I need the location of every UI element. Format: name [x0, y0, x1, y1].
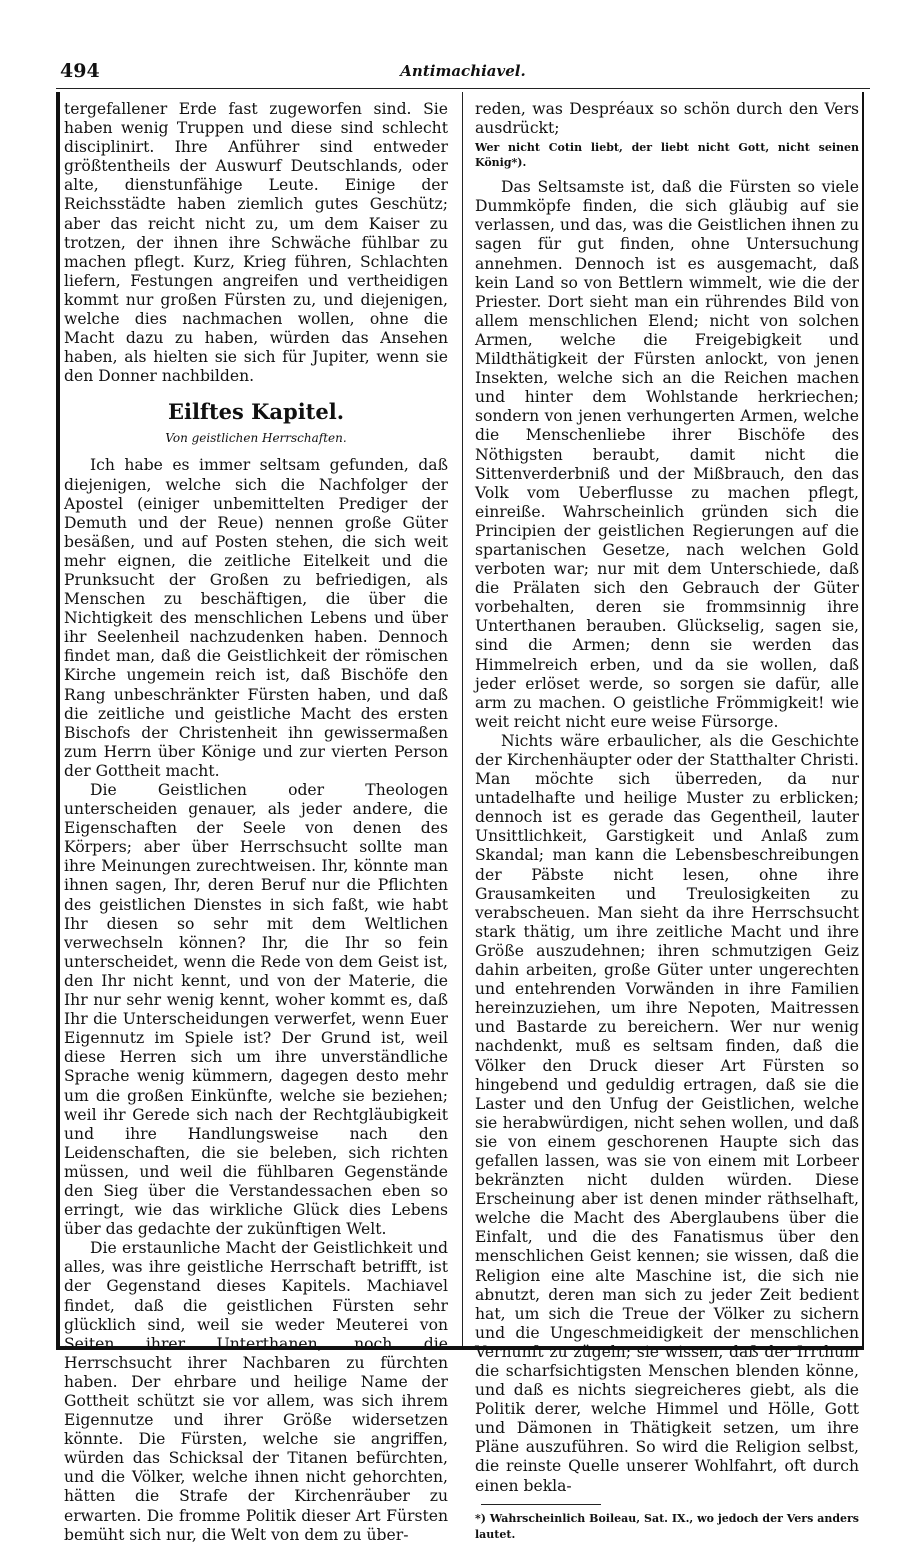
verse-quote: Wer nicht Cotin liebt, der liebt nicht Gott, nicht seinen König*).: [475, 141, 859, 170]
left-column: [64, 100, 448, 1544]
right-paragraph-3: Nichts wäre erbaulicher, als die Geschichte der Kirchenhäupter oder der Statthalter Christi. Man möchte sich überreden, da nur untadelhafte und heilige Muster zu erblicken; dennoch ist es gerade das Gegentheil, lauter Unsittlichkeit, Garstigkeit und Anlaß zum Skandal; man kann die Lebensbeschreibungen der Päbste nicht lesen, ohne ihre Grausamkeiten und Treulosigkeiten zu verabscheuen. Man sieht da ihre Herrschsucht stark thätig, um ihre zeitliche Macht und ihre Größe auszudehnen; ihren schmutzigen Geiz dahin arbeiten, große Güter unter ungerechten und entehrenden Vorwänden in ihre Familien hereinzuziehen, um ihre Nepoten, Maitressen und Bastarde zu bereichern. Wer nur wenig nachdenkt, muß es seltsam finden, daß die Völker den Druck dieser Art Fürsten so hingebend und geduldig ertragen, daß sie die Laster und den Unfug der Geistlichen, welche sie herabwürdigen, nicht sehen wollen, und daß sie von einem geschorenen Haupte sich das gefallen lassen, was sie von einem mit Lorbeer bekränzten nicht dulden würden. Diese Erscheinung aber ist denen minder räthselhaft, welche die Macht des Aberglaubens über die Einfalt, und die des Fanatismus über den menschlichen Geist kennen; sie wissen, daß die Religion eine alte Maschine ist, die sich nie abnutzt, deren man sich zu jeder Zeit bedient hat, um sich die Treue der Völker zu sichern und die Ungeschmeidigkeit der menschlichen Vernunft zu zügeln; sie wissen, daß der Irrthum die scharfsichtigsten Menschen blenden könne, und daß es nichts siegreicheres giebt, als die Politik derer, welche Himmel und Hölle, Gott und Dämonen in Thätigkeit setzen, um ihre Pläne auszuführen. So wird die Religion selbst, die reinste Quelle unserer Wohlfahrt, oft durch einen bekla-: [475, 731, 859, 1495]
left-paragraph-3: Die Geistlichen oder Theologen unterscheiden genauer, als jeder andere, die Eigenschaften der Seele von denen des Körpers; aber über Herrschsucht sollte man ihre Meinungen zurechtweisen. Ihr, könnte man ihnen sagen, Ihr, deren Beruf nur die Pflichten des geistlichen Dienstes in sich faßt, wie habt Ihr diesen so sehr mit dem Weltlichen verwechseln können? Ihr, die Ihr so fein unterscheidet, wenn die Rede von dem Geist ist, den Ihr nicht kennt, und von der Materie, die Ihr nur sehr wenig kennt, woher kommt es, daß Ihr die Unterscheidungen verwerfet, wenn Euer Eigennutz im Spiele ist? Der Grund ist, weil diese Herren sich um ihre unverständliche Sprache wenig kümmern, dagegen desto mehr um die großen Einkünfte, welche sie beziehen; weil ihr Gerede sich nach der Rechtgläubigkeit und ihre Handlungsweise nach den Leidenschaften, die sie beleben, sich richten müssen, und weil die fühlbaren Gegenstände den Sieg über die Verstandessachen eben so erringt, wie das wirkliche Glück dies Lebens über das gedachte der zukünftigen Welt.: [64, 781, 448, 1239]
column-divider: [462, 92, 463, 1346]
right-paragraph-2: Das Seltsamste ist, daß die Fürsten so viele Dummköpfe finden, die sich gläubig auf sie verlassen, und das, was die Geistlichen ihnen zu sagen für gut finden, ohne Untersuchung annehmen. Dennoch ist es ausgemacht, daß kein Land so von Bettlern wimmelt, wie die der Priester. Dort sieht man ein rührendes Bild von allem menschlichen Elend; nicht von solchen Armen, welche die Freigebigkeit und Mildthätigkeit der Fürsten anlockt, von jenen Insekten, welche sich an die Reichen machen und hinter dem Wohlstande herkriechen; sondern von jenen verhungerten Armen, welche die Menschenliebe ihrer Bischöfe des Nöthigsten beraubt, damit nicht die Sittenverderbniß und der Mißbrauch, den das Volk vom Ueberflusse zu machen pflegt, einreiße. Wahrscheinlich gründen sich die Principien der geistlichen Regierungen auf die spartanischen Gesetze, nach welchen Gold verboten war; nur mit dem Unterschiede, daß die Prälaten sich den Gebrauch der Güter vorbehalten, deren sie frommsinnig ihre Unterthanen berauben. Glückselig, sagen sie, sind die Armen; denn sie werden das Himmelreich erben, und da sie wollen, daß jeder erlöset werde, so sorgen sie dafür, alle arm zu machen. O geistliche Frömmigkeit! wie weit reicht nicht eure weise Fürsorge.: [475, 178, 859, 731]
footnote: *) Wahrscheinlich Boileau, Sat. IX., wo jedoch der Vers anders lautet.: [475, 1511, 859, 1541]
footnote-rule: [481, 1504, 601, 1505]
left-paragraph-2: Ich habe es immer seltsam gefunden, daß diejenigen, welche sich die Nachfolger der Apostel (einiger unbemittelten Prediger der Demuth und der Reue) nennen große Güter besäßen, und auf Posten stehen, die sich weit mehr eignen, die zeitliche Eitelkeit und die Prunksucht der Großen zu befriedigen, als Menschen zu beschäftigen, die über die Nichtigkeit des menschlichen Lebens und über ihr Seelenheil nachzudenken haben. Dennoch findet man, daß die Geistlichkeit der römischen Kirche ungemein reich ist, daß Bischöfe den Rang unbeschränkter Fürsten haben, und daß die zeitliche und geistliche Macht des ersten Bischofs der Christenheit ihn gewissermaßen zum Herrn über Könige und zur vierten Person der Gottheit macht.: [64, 456, 448, 780]
right-paragraph-1: reden, was Despréaux so schön durch den Vers ausdrückt;: [475, 100, 859, 138]
page-number: 494: [60, 60, 100, 82]
chapter-heading: Eilftes Kapitel.: [167, 399, 345, 425]
book-page: [56, 56, 870, 1544]
chapter-subtitle: Von geistlichen Herrschaften.: [165, 431, 347, 446]
page-header: [56, 56, 870, 89]
running-title: Antimachiavel.: [400, 62, 526, 80]
left-paragraph-4: Die erstaunliche Macht der Geistlichkeit und alles, was ihre geistliche Herrschaft betrifft, ist der Gegenstand dieses Kapitels. Machiavel findet, daß die geistlichen Fürsten sehr glücklich sind, weil sie weder Meuterei von Seiten ihrer Unterthanen, noch die Herrschsucht ihrer Nachbaren zu fürchten haben. Der ehrbare und heilige Name der Gottheit schützt sie vor allem, was sich ihrem Eigennutze und ihrer Größe widersetzen könnte. Die Fürsten, welche sie angriffen, würden das Schicksal der Titanen befürchten, und die Völker, welche ihnen nicht gehorchten, hätten die Strafe der Kirchenräuber zu erwarten. Die fromme Politik dieser Art Fürsten bemüht sich nur, die Welt von dem zu über-: [64, 1239, 448, 1544]
text-frame: [56, 92, 864, 1544]
right-column: [475, 100, 859, 1541]
left-paragraph-1: tergefallener Erde fast zugeworfen sind. Sie haben wenig Truppen und diese sind schlecht disciplinirt. Ihre Anführer sind entweder größtentheils der Auswurf Deutschlands, oder alte, dienstunfähige Leute. Einige der Reichsstädte haben ziemlich gutes Geschütz; aber das reicht nicht zu, um dem Kaiser zu trotzen, der ihnen ihre Schwäche fühlbar zu machen pflegt. Kurz, Krieg führen, Schlachten liefern, Festungen angreifen und vertheidigen kommt nur großen Fürsten zu, und diejenigen, welche dies nachmachen wollen, ohne die Macht dazu zu haben, würden das Ansehen haben, als hielten sie sich für Jupiter, wenn sie den Donner nachbilden.: [64, 100, 448, 386]
